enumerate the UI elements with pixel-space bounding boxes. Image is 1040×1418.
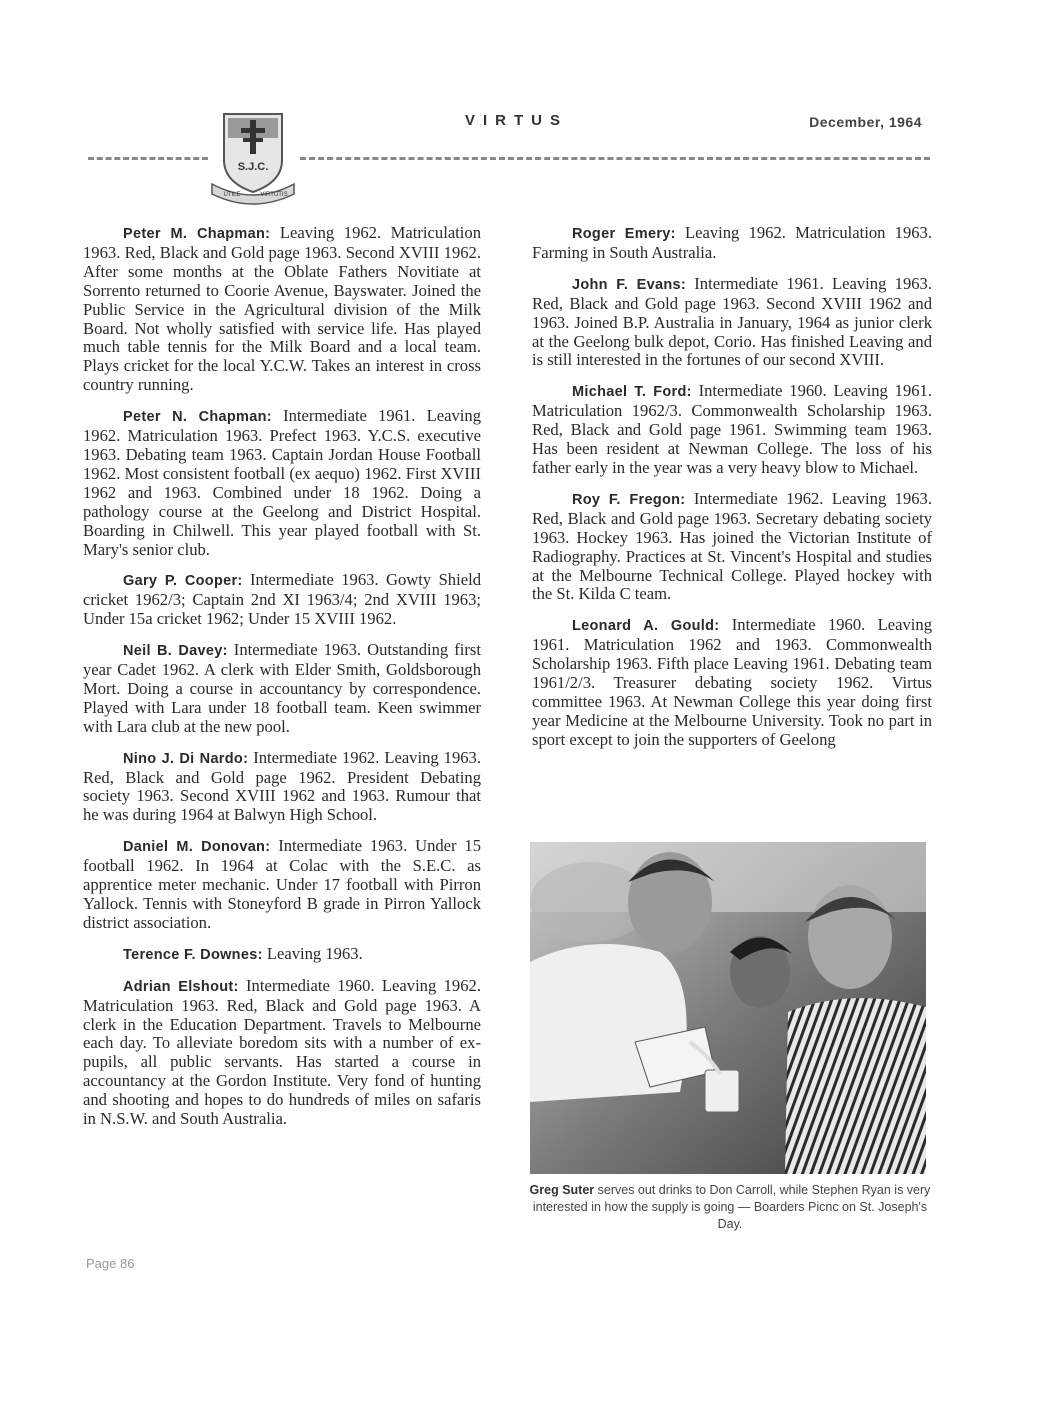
header-rule-left	[88, 157, 208, 160]
magazine-title: VIRTUS	[465, 112, 569, 129]
person-name: Michael T. Ford:	[572, 384, 692, 401]
biography-entry	[83, 945, 481, 965]
biography-text: Intermediate 1960. Leaving 1961. Matriculation 1962 and 1963. Commonwealth Scholarship 1963. Fifth place Leaving 1961. Debating team 1961/2/3. Treasurer debating society 1962. Virtus committee 1963. At Newman College this year doing first year Medicine at the Melbourne University. Took no part in sport except to join the supporters of Geelong	[532, 615, 932, 749]
person-name: Gary P. Cooper:	[123, 573, 243, 590]
biography-entry	[532, 275, 932, 371]
right-column	[532, 224, 932, 762]
boys-serving-drinks-photo	[530, 842, 926, 1174]
biography-text: Intermediate 1961. Leaving 1962. Matriculation 1963. Prefect 1963. Y.C.S. executive 1963. Debating team 1963. Captain Jordan House Football 1962. Most consistent football (ex aequo) 1962. First XVIII 1962 and 1963. Combined under 18 1962. Doing a pathology course at the Geelong and District Hospital. Boarding in Chilwell. This year played football with St. Mary's senior club.	[83, 406, 481, 559]
biography-text: Intermediate 1961. Leaving 1963. Red, Black and Gold page 1963. Second XVIII 1962 and 1963. Joined B.P. Australia in January, 1964 as junior clerk at the Geelong bulk depot, Corio. Has finished Leaving and is still interested in the fortunes of our second XVIII.	[532, 273, 932, 370]
caption-name: Greg Suter	[529, 1183, 595, 1197]
left-column	[83, 224, 481, 1141]
biography-text: Intermediate 1963. Outstanding first year Cadet 1962. A clerk with Elder Smith, Goldsborough Mort. Doing a course in accountancy by correspondence. Played with Lara under 18 football team. Keen swimmer with Lara club at the new pool.	[83, 640, 481, 736]
person-name: Roy F. Fregon:	[572, 491, 686, 508]
person-name: Peter M. Chapman:	[123, 226, 271, 242]
school-crest-icon	[210, 108, 296, 208]
biography-text: Intermediate 1963. Gowty Shield cricket 1962/3; Captain 2nd XI 1963/4; 2nd XVIII 1963; Under 15a cricket 1962; Under 15 XVIII 1962.	[83, 570, 481, 629]
biography-entry	[532, 490, 932, 604]
biography-text: Leaving 1963.	[266, 943, 363, 963]
header-rule-right	[300, 157, 930, 160]
biography-text: Intermediate 1962. Leaving 1963. Red, Black and Gold page 1962. President Debating society 1963. Second XVIII 1962 and 1963. Rumour that he was during 1964 at Balwyn High School.	[83, 747, 481, 825]
person-name: Adrian Elshout:	[123, 978, 239, 995]
biography-entry	[83, 837, 481, 933]
biography-entry	[83, 407, 481, 559]
biography-text: Leaving 1962. Matriculation 1963. Farming in South Australia.	[532, 223, 932, 262]
person-name: Leonard A. Gould:	[572, 618, 720, 635]
person-name: Peter N. Chapman:	[123, 409, 272, 426]
biography-entry	[83, 571, 481, 629]
person-name: Neil B. Davey:	[123, 643, 228, 660]
biography-entry	[83, 641, 481, 737]
crest-monogram: S.J.C.	[237, 161, 269, 173]
person-name: Terence F. Downes:	[123, 946, 263, 963]
crest-motto-right: VIRTUTIS	[260, 192, 288, 198]
page-number: Page 86	[86, 1256, 135, 1271]
biography-entry	[532, 382, 932, 478]
biography-text: Leaving 1962. Matriculation 1963. Red, Black and Gold page 1963. Second XVIII 1962. After some months at the Oblate Fathers Novitiate at Sorrento returned to Coorie Avenue, Bayswater. Joined the Public Service in the Agricultural division of the Milk Board. Not wholly satisfied with service life. Has played much table tennis for the Milk Board and a local team. Plays cricket for the local Y.C.W. Takes an interest in cross country running.	[83, 223, 481, 395]
person-name: John F. Evans:	[572, 276, 686, 293]
biography-text: Intermediate 1960. Leaving 1961. Matriculation 1962/3. Commonwealth Scholarship 1963. Red, Black and Gold page 1961. Swimming team 1963. Has been resident at Newman College. The loss of his father early in the year was a very heavy blow to Michael.	[532, 381, 932, 477]
biography-entry	[532, 224, 932, 263]
person-name: Daniel M. Donovan:	[123, 839, 271, 856]
biography-text: Intermediate 1963. Under 15 football 1962. In 1964 at Colac with the S.E.C. as apprentice meter mechanic. Under 17 football with Pirron Yallock. Tennis with Stoneyford B grade in Pirron Yallock district association.	[83, 836, 481, 932]
biography-entry	[83, 224, 481, 395]
biography-entry	[532, 616, 932, 749]
issue-date: December, 1964	[809, 114, 922, 130]
photo-caption	[520, 1182, 940, 1233]
caption-text: serves out drinks to Don Carroll, while Stephen Ryan is very interested in how the supply is going — Boarders Picnc on St. Joseph's Day.	[532, 1183, 931, 1231]
person-name: Nino J. Di Nardo:	[123, 750, 249, 767]
biography-text: Intermediate 1962. Leaving 1963. Red, Black and Gold page 1963. Secretary debating society 1963. Hockey 1963. Has joined the Victorian Institute of Radiography. Practices at St. Vincent's Hospital and studies at the Melbourne Technical College. Played hockey with the St. Kilda C team.	[532, 488, 932, 604]
biography-entry	[83, 749, 481, 826]
person-name: Roger Emery:	[572, 226, 676, 242]
crest-motto-left: UTILE	[223, 192, 241, 198]
biography-entry	[83, 977, 481, 1129]
biography-text: Intermediate 1960. Leaving 1962. Matriculation 1963. Red, Black and Gold page 1963. A clerk in the Education Department. Travels to Melbourne each day. To alleviate boredom sits with a number of ex-pupils, all public servants. Has started a course in accountancy at the Gordon Institute. Very fond of hunting and shooting and hopes to do hundreds of miles on safaris in N.S.W. and South Australia.	[83, 975, 481, 1129]
